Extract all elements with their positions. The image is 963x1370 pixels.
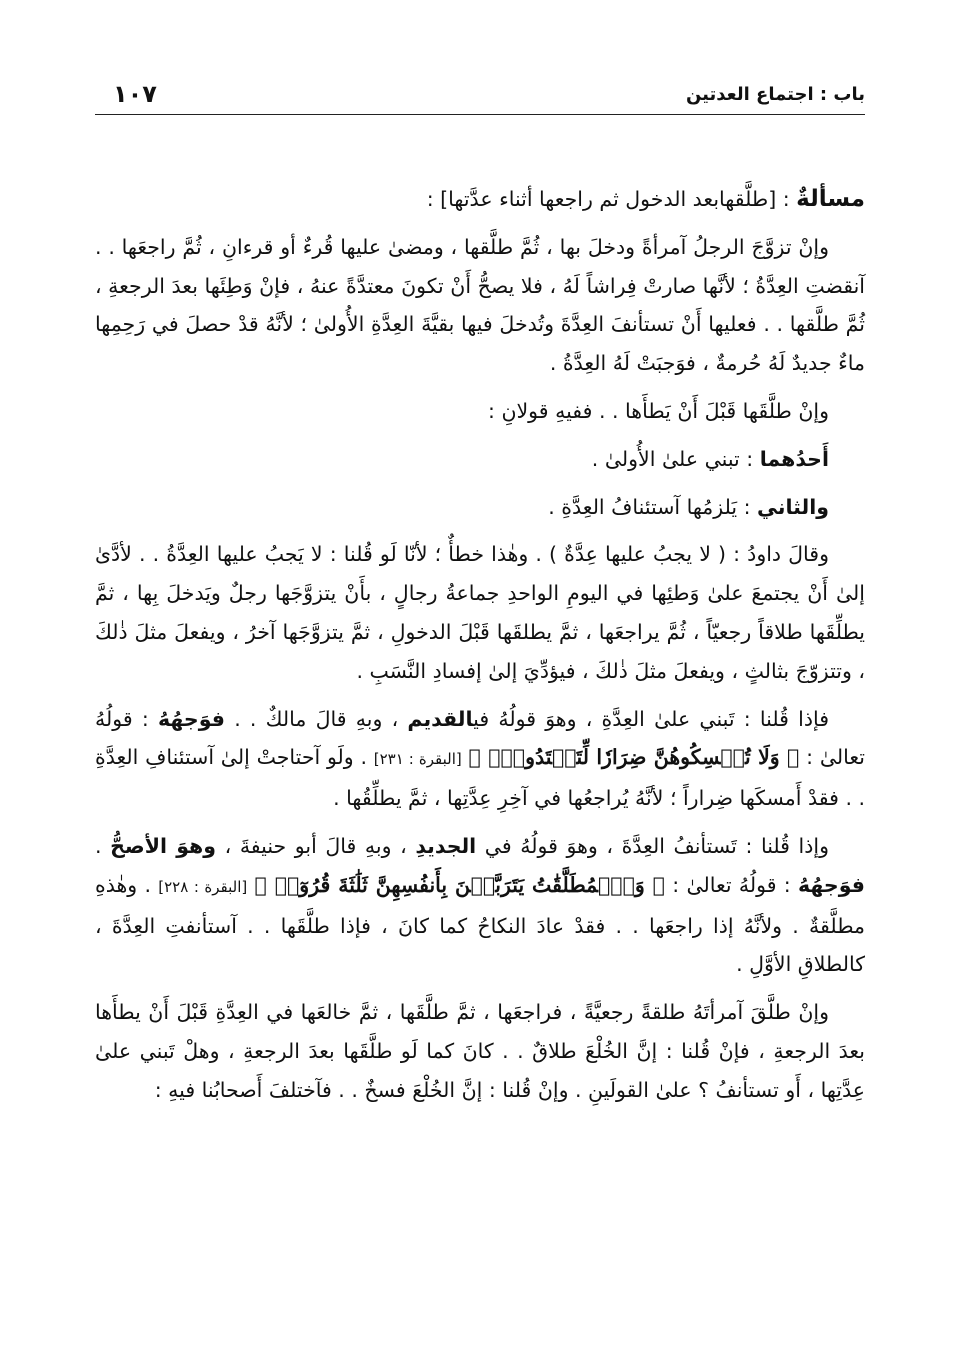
paragraph-3	[95, 440, 865, 479]
p6-text-c: : قولُهُ تعالىٰ :	[95, 706, 865, 770]
p7-text-d: : قولُهُ تعالىٰ :	[672, 872, 798, 897]
p7-best: وهوَ الأصحُّ	[110, 833, 217, 858]
paragraph-6	[95, 700, 865, 818]
page-number: ١٠٧	[113, 80, 157, 108]
verse-ref-2: [البقرة : ٢٢٨]	[158, 877, 248, 896]
old-opinion: القديم	[407, 706, 474, 731]
new-opinion: الجديدِ	[415, 833, 477, 858]
chapter-title: باب : اجتماع العدتين	[685, 84, 865, 105]
running-header	[95, 80, 865, 115]
p7-text-e: . وهٰذهِ مطلَّقةٌ . ولأنَّهُ إذا راجعَها . . فقدْ عادَ النكاحُ كما كانَ ، فإذا طلَّقَها . . آستأنفتِ العِدَّةَ ، كالطلاقِ الأوَّلِ .	[95, 872, 865, 977]
quran-verse-2: ﴿ وَٱلۡمُطَلَّقَٰتُ يَتَرَبَّصۡنَ بِأَنفُسِهِنَّ ثَلَٰثَةَ قُرُوٓءٖ ﴾	[254, 872, 665, 897]
p6-text-d: . ولَو آحتاجتْ إلىٰ آستئنافِ العِدَّةِ . . فقدْ أَمسكَها ضِراراً ؛ لأنَّهُ يُراجعُها في آخِرِ عِدَّتِها ، ثمَّ يطلِّقُها .	[95, 745, 865, 811]
second-opinion-label: والثاني	[757, 494, 829, 519]
first-opinion-text: : تبني علىٰ الأُولىٰ .	[591, 446, 760, 471]
second-opinion-text: : يَلزمُها آستئنافُ العِدَّةِ .	[548, 494, 758, 519]
quran-verse-1: ﴿ وَلَا تُمۡسِكُوهُنَّ ضِرَارٗا لِّتَعۡتَدُواْۚ ﴾	[468, 745, 800, 770]
first-opinion-label: أَحدُهما	[759, 446, 829, 471]
issue-heading	[95, 180, 865, 219]
p7-wajh: فوَجهُهُ	[797, 872, 865, 897]
paragraph-2: وإنْ طلَّقَها قَبْلَ أَنْ يَطأَها . . ففيهِ قولانِ :	[488, 398, 829, 423]
p7-text-b: ، وبهِ قالَ أبو حنيفةَ ،	[224, 833, 416, 858]
p6-wajh: فوَجهُهُ	[157, 706, 225, 731]
paragraph-7	[95, 827, 865, 984]
paragraph-8: وإنْ طلَّقَ آمرأتَهُ طلقةً رجعيَّةً ، فراجعَها ، ثمَّ طلَّقَها ، ثمَّ خالعَها في العِدَّةِ قَبْلَ أَنْ يطأَها بعدَ الرجعةِ ، فإنْ قُلنا : إنَّ الخُلْعَ طلاقٌ . . كانَ كما لَو طلَّقَها بعدَ الرجعةِ ، وهلْ تَبني علىٰ عِدَّتِها ، أَو تستأنفُ ؟ علىٰ القولَينِ . وإنْ قُلنا : إنَّ الخُلْعَ فسخٌ . . فآختلفَ أَصحابُنا فيهِ :	[95, 1000, 865, 1102]
p6-text-a: فإذا قُلنا : تَبني علىٰ العِدَّةِ ، وهوَ قولُهُ في	[473, 706, 829, 731]
issue-title: : [طلَّقهابعد الدخول ثم راجعها أثناء عدَّتها] :	[426, 187, 797, 211]
p7-text-a: وإذا قُلنا : تَستأنفُ العِدَّةَ ، وهوَ قولُهُ في	[484, 833, 829, 858]
verse-ref-1: [البقرة : ٢٣١]	[373, 750, 462, 769]
paragraph-5: وقالَ داودُ : ( لا يجبُ عليها عِدَّةٌ ) . وهٰذا خطأٌ ؛ لأنّا لَو قُلنا : لا يَجبُ عليها العِدَّةُ . . لأدَّىٰ إلىٰ أَنْ يجتمعَ علىٰ وَطئِها في اليومِ الواحدِ جماعةُ رجالٍ ، بأَنْ يتزوَّجَها رجلٌ ويَدخلَ بِها ، ثمَّ يطلِّقَها طلاقاً رجعيّاً ، ثُمَّ يراجعَها ، ثمَّ يطلقَها قَبْلَ الدخولِ ، ثمَّ يتزوَّجَها آخرُ ، ويفعلَ مثلَ ذٰلكَ ، وتتزوّجَ بثالثٍ ، ويفعلَ مثلَ ذٰلكَ ، فيؤدِّيَ إلىٰ إفسادِ النَّسَبِ .	[95, 542, 865, 683]
paragraph-4	[95, 488, 865, 527]
p7-text-c: .	[95, 833, 111, 858]
paragraph-1: وإنْ تزوَّجَ الرجلُ آمرأةً ودخلَ بها ، ثُمَّ طلَّقها ، ومضىٰ عليها قُرءٌ أو قرءانِ ، ثُمَّ راجعَها . . آنقضتِ العِدَّةُ ؛ لأنَّها صارتْ فِراشاً لَهُ ، فلا يصحُّ أَنْ تكونَ معتدَّةً عنهُ ، فإنْ وَطِئَها بعدَ الرجعةِ ، ثُمَّ طلَّقها . . فعليها أَنْ تستأنفَ العِدَّةَ وتُدخلَ فيها بقيَّةَ العِدَّةِ الأُولىٰ ؛ لأنَّهُ قدْ حصلَ في رَحِمِها ماءٌ جديدٌ لَهُ حُرمةٌ ، فوَجبَتْ لَهُ العِدَّةُ .	[95, 234, 865, 376]
issue-label: مسألةٌ	[796, 186, 865, 212]
p6-text-b: ، وبهِ قالَ مالكٌ . .	[234, 706, 408, 731]
page-body	[95, 180, 865, 1110]
